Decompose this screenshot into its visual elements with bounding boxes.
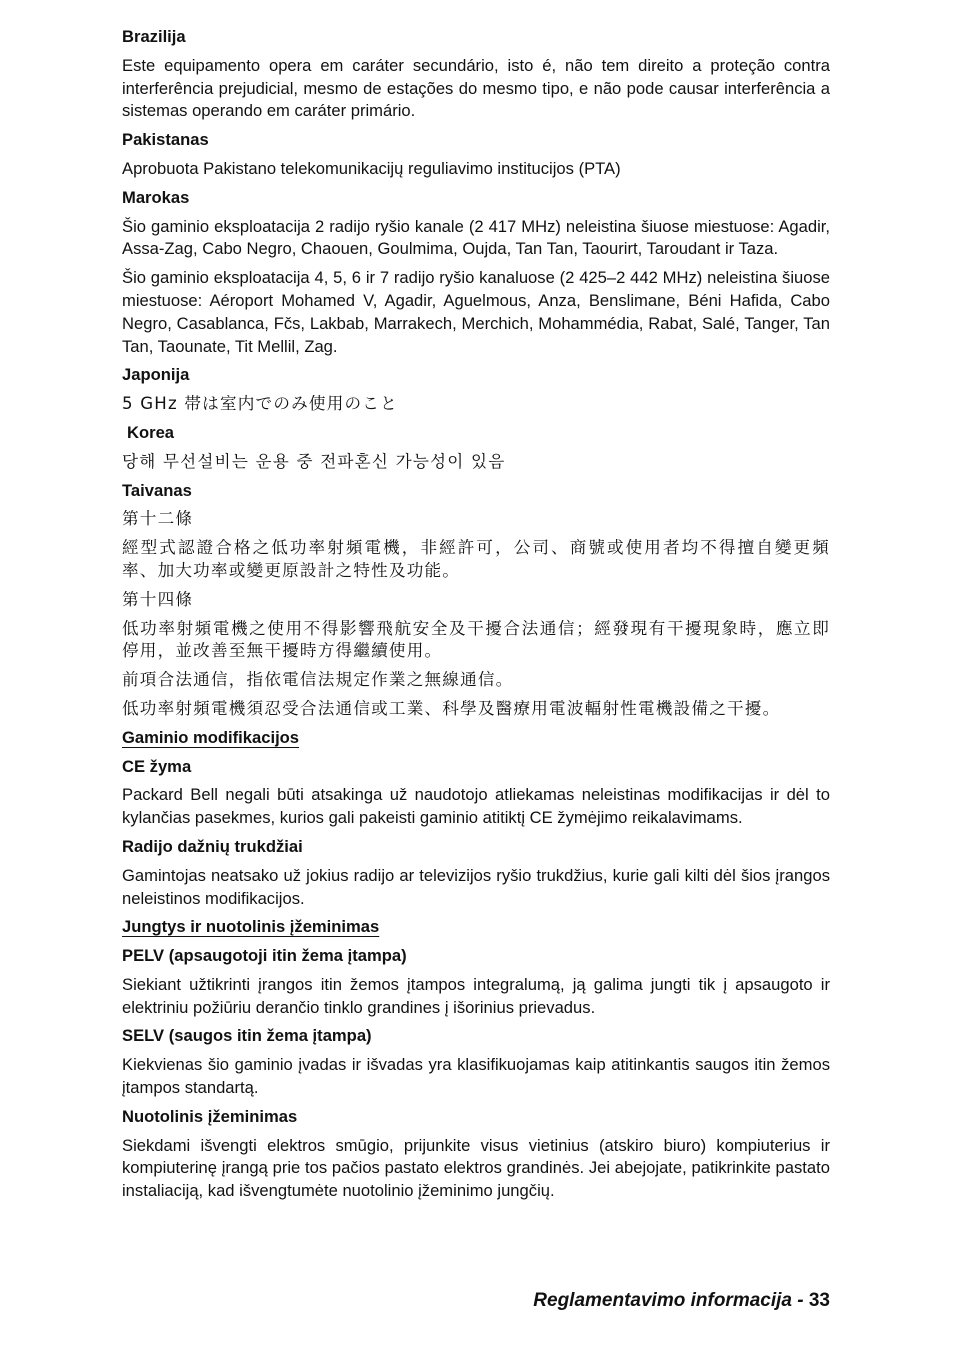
- taiwan-article-12-text: 經型式認證合格之低功率射頻電機，非經許可，公司、商號或使用者均不得擅自變更頻率、加大功率或變更原設計之特性及功能。: [122, 538, 830, 580]
- taiwan-article-14-text: 低功率射頻電機之使用不得影響飛航安全及干擾合法通信；經發現有干擾現象時，應立即停用，並改善至無干擾時方得繼續使用。: [122, 618, 830, 661]
- rf-interference-heading: Radijo dažnių trukdžiai: [122, 836, 303, 856]
- korea-heading: Korea: [127, 422, 175, 442]
- page-number: 33: [808, 1290, 830, 1311]
- morocco-text-2: Šio gaminio eksploatacija 4, 5, 6 ir 7 radijo ryšio kanaluose (2 425–2 442 MHz) neleistina šiuose miestuose: Aéroport Mohamed V, Agadir, Aguelmous, Anza, Benslimane, Béni Hafida, Cabo Negro, Casablanca, Fčs, Lakbab, Marrakech, Merchich, Mohammédia, Rabat, Salé, Tanger, Tan Tan, Taounate, Tit Mellil, Zag.: [122, 268, 830, 356]
- brazil-heading: Brazilija: [122, 27, 186, 46]
- pelv-heading: PELV (apsaugotoji itin žema įtampa): [122, 946, 407, 966]
- taiwan-article-12: 第十二條: [122, 509, 194, 529]
- morocco-heading: Marokas: [122, 187, 190, 207]
- japan-heading: Japonija: [122, 365, 190, 385]
- japan-text: 5 GHz 帯は室内でのみ使用のこと: [122, 394, 398, 414]
- ce-text: Packard Bell negali būti atsakinga už naudotojo atliekamas neleistinas modifikacijas ir dėl to kylančias pasekmes, kurios gali pakeisti gaminio atitiktį CE žymėjimo reikalavimams.: [122, 785, 830, 828]
- modifications-section-title: Gaminio modifikacijos: [122, 727, 300, 747]
- page-content: [122, 26, 830, 1209]
- taiwan-heading: Taivanas: [122, 480, 192, 500]
- pakistan-text: Aprobuota Pakistano telekomunikacijų reguliavimo institucijos (PTA): [122, 158, 621, 178]
- taiwan-article-14: 第十四條: [122, 589, 194, 609]
- ce-heading: CE žyma: [122, 756, 192, 776]
- pakistan-heading: Pakistanas: [122, 130, 209, 150]
- morocco-text-1: Šio gaminio eksploatacija 2 radijo ryšio kanale (2 417 MHz) neleistina šiuose miestuose: Agadir, Assa-Zag, Cabo Negro, Chaouen, Goulmima, Oujda, Tan Tan, Taourirt, Taroudant ir Taza.: [122, 216, 830, 259]
- selv-text: Kiekvienas šio gaminio įvadas ir išvadas yra klasifikuojamas kaip atitinkantis saugos itin žemos įtampos standartą.: [122, 1055, 830, 1098]
- selv-heading: SELV (saugos itin žema įtampa): [122, 1026, 372, 1046]
- connections-section-title: Jungtys ir nuotolinis įžeminimas: [122, 917, 380, 937]
- footer-title: Reglamentavimo informacija -: [533, 1290, 804, 1311]
- remote-grounding-heading: Nuotolinis įžeminimas: [122, 1106, 298, 1126]
- rf-interference-text: Gamintojas neatsako už jokius radijo ar televizijos ryšio trukdžius, kurie gali kilti dėl šios įrangos neleistinos modifikacijos.: [122, 865, 830, 908]
- taiwan-text-4: 低功率射頻電機須忍受合法通信或工業、科學及醫療用電波輻射性電機設備之干擾。: [122, 698, 781, 718]
- pelv-text: Siekiant užtikrinti įrangos itin žemos įtampos integralumą, ją galima jungti tik į apsaugoto ir elektriniu požiūriu derančio tinklo grandines į išorinius prievadus.: [122, 974, 830, 1017]
- brazil-text: Este equipamento opera em caráter secundário, isto é, não tem direito a proteção contra interferência prejudicial, mesmo de estações do mesmo tipo, e não pode causar interferência a sistemas operando em caráter primário.: [122, 55, 830, 121]
- remote-grounding-text: Siekdami išvengti elektros smūgio, prijunkite visus vietinius (atskiro biuro) kompiuterius ir kompiuterinę įrangą prie tos pačios pastato elektros grandinės. Jei abejojate, patikrinkite pastato instaliaciją, kad išvengtumėte nuotolinio įžeminimo jungčių.: [122, 1135, 830, 1201]
- page-footer: [533, 1290, 830, 1312]
- korea-text: 당해 무선설비는 운용 중 전파혼신 가능성이 있음: [122, 451, 506, 471]
- taiwan-text-3: 前項合法通信，指依電信法規定作業之無線通信。: [122, 670, 514, 690]
